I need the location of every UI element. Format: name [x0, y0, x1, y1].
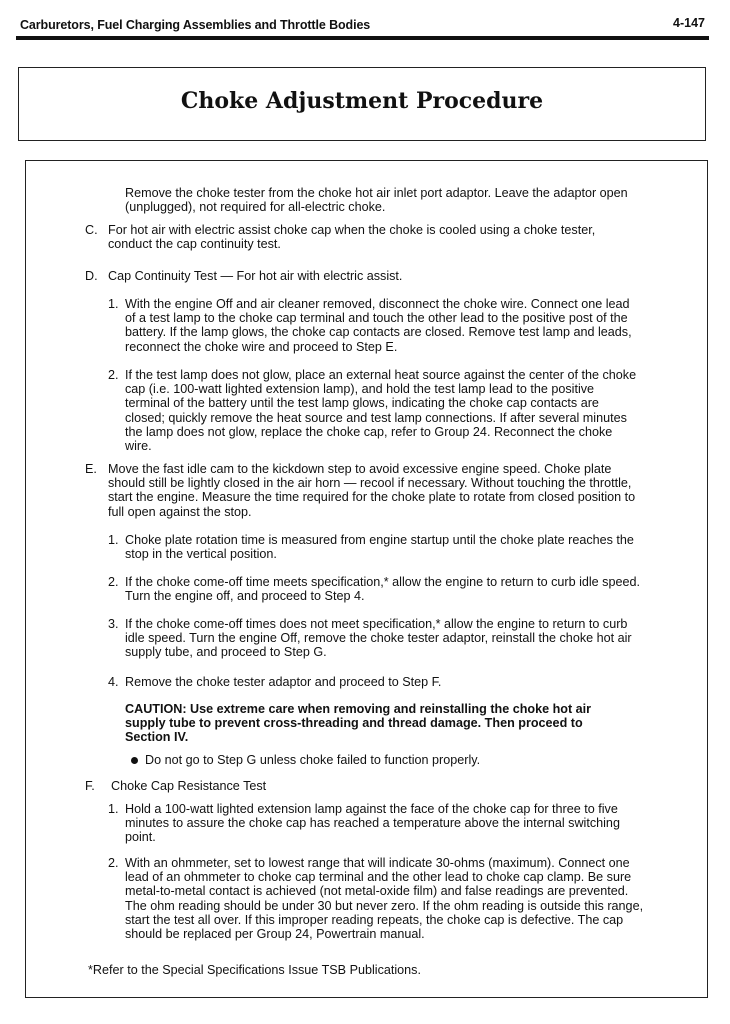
step-e4-label: 4.: [108, 675, 119, 689]
step-e1-label: 1.: [108, 533, 119, 547]
step-e-text: Move the fast idle cam to the kickdown step to avoid excessive engine speed. Choke plate should still be lightly closed in the air horn — recool if necessary. Without touching the throttle, start the engine. Measure the time required for the choke plate to rotate from closed position to full open against the stop.: [108, 462, 636, 519]
page-title: Choke Adjustment Procedure: [180, 88, 544, 114]
step-f1-text: Hold a 100-watt lighted extension lamp against the face of the choke cap for three to five minutes to assure the choke cap has reached a temperature above the internal switching point.: [125, 802, 620, 845]
step-d1-text: With the engine Off and air cleaner removed, disconnect the choke wire. Connect one lead of a test lamp to the choke cap terminal and touch the other lead to the positive post of the battery. If the lamp glows, the choke cap contacts are closed. Remove test lamp and leads, reconnect the choke wire and proceed to Step E.: [125, 297, 632, 354]
step-e3-text: If the choke come-off times does not meet specification,* allow the engine to return to curb idle speed. Turn the engine Off, remove the choke tester adaptor, reinstall the choke hot air supply tube, and proceed to Step G.: [125, 617, 632, 660]
step-e-label: E.: [85, 462, 97, 476]
step-e2-label: 2.: [108, 575, 119, 589]
footnote: *Refer to the Special Specifications Issue TSB Publications.: [88, 963, 421, 977]
step-d2-text: If the test lamp does not glow, place an external heat source against the center of the choke cap (i.e. 100-watt lighted extension lamp), and hold the test lamp lead to the positive terminal of the battery until the test lamp glows, indicating the choke cap contacts are closed; quickly remove the heat source and test lamp connections. If after several minutes the lamp does not glow, replace the choke cap, refer to Group 24. Reconnect the choke wire.: [125, 368, 637, 454]
bullet-icon: [131, 757, 138, 764]
step-f-text: Choke Cap Resistance Test: [111, 779, 267, 793]
title-box: [18, 67, 706, 141]
caution-note: CAUTION: Use extreme care when removing and reinstalling the choke hot air supply tube to prevent cross-threading and thread damage. Then proceed to Section IV.: [125, 702, 592, 745]
step-c-label: C.: [85, 223, 98, 237]
running-header: [16, 16, 709, 36]
page-number: 4-147: [673, 16, 705, 30]
step-f1-label: 1.: [108, 802, 119, 816]
step-d2-label: 2.: [108, 368, 119, 382]
step-d1-label: 1.: [108, 297, 119, 311]
step-d-text: Cap Continuity Test — For hot air with electric assist.: [108, 269, 403, 283]
step-e1-text: Choke plate rotation time is measured from engine startup until the choke plate reaches the stop in the vertical position.: [125, 533, 634, 562]
intro-paragraph: Remove the choke tester from the choke hot air inlet port adaptor. Leave the adaptor open (unplugged), not required for all-electric choke.: [125, 186, 628, 215]
step-e3-label: 3.: [108, 617, 119, 631]
section-title: Carburetors, Fuel Charging Assemblies and Throttle Bodies: [20, 18, 371, 32]
bullet-note: Do not go to Step G unless choke failed to function properly.: [145, 753, 481, 767]
step-f2-label: 2.: [108, 856, 119, 870]
step-c-text: For hot air with electric assist choke cap when the choke is cooled using a choke tester, conduct the cap continuity test.: [108, 223, 596, 252]
step-f-label: F.: [85, 779, 95, 793]
header-rule: [16, 36, 709, 40]
step-e2-text: If the choke come-off time meets specification,* allow the engine to return to curb idle speed. Turn the engine off, and proceed to Step 4.: [125, 575, 640, 604]
step-f2-text: With an ohmmeter, set to lowest range that will indicate 30-ohms (maximum). Connect one lead of an ohmmeter to choke cap terminal and the other lead to choke cap clamp. Be sure metal-to-metal contact is achieved (not metal-oxide film) and false readings are prevented. The ohm reading should be under 30 but never zero. If the ohm reading is outside this range, start the test all over. If this improper reading repeats, the choke cap is defective. The cap should be replaced per Group 24, Powertrain manual.: [125, 856, 644, 942]
step-d-label: D.: [85, 269, 98, 283]
step-e4-text: Remove the choke tester adaptor and proceed to Step F.: [125, 675, 442, 689]
